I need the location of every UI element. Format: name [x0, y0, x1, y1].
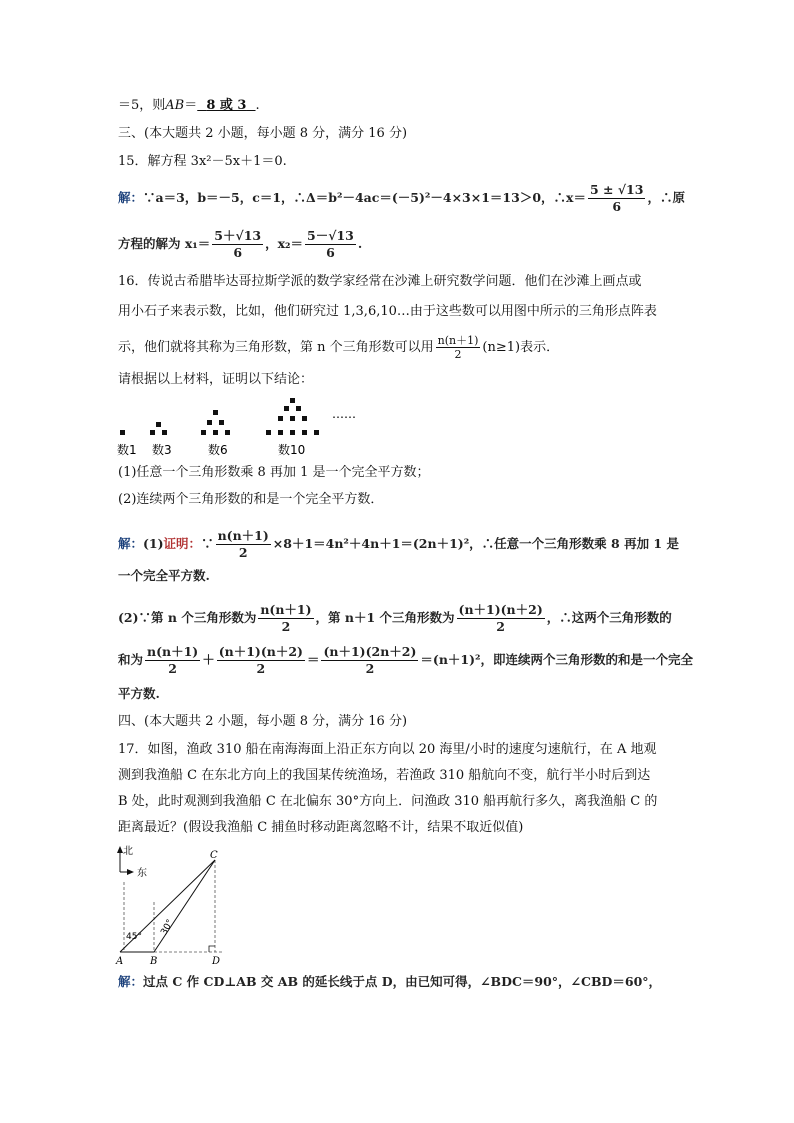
label-angle-45: 45°	[126, 932, 142, 942]
q15-frac1-den: 6	[612, 199, 622, 214]
triangular-dots-figure	[114, 394, 374, 460]
q16-since: ∵	[201, 536, 214, 551]
q16-sum-eq: ＝	[306, 652, 320, 667]
q16-part2-frac1-num: n(n＋1)	[260, 602, 312, 617]
q16-sum-frac3	[321, 644, 418, 677]
q16-line4: 请根据以上材料，证明以下结论：	[118, 372, 314, 387]
q16-item1: (1)任意一个三角形数乘 8 再加 1 是一个完全平方数；	[118, 465, 430, 480]
q15-fraction-1	[588, 182, 646, 215]
q16-sol-line4	[118, 644, 693, 677]
answer-eq: ＝	[184, 98, 198, 113]
q16-formula	[436, 334, 481, 361]
q15-sol2-text: 方程的解为 x₁＝	[118, 236, 211, 251]
q16-sol-frac-num: n(n＋1)	[217, 528, 269, 543]
solution-lead: 解：	[118, 974, 144, 989]
q15-sol1-tail: ，∴原	[647, 190, 685, 205]
q16-part2-c: ，∴这两个三角形数的	[546, 610, 672, 625]
q16-sol-line3	[118, 602, 672, 635]
q16-part2-frac1	[258, 602, 313, 635]
q16-sol-frac-den: 2	[238, 545, 248, 560]
q15-sol2-end: .	[357, 236, 363, 251]
q15-frac2-den: 6	[233, 245, 243, 260]
q16-line3	[118, 334, 559, 361]
ship-diagram	[110, 842, 240, 972]
q16-part2-b: ，第 n＋1 个三角形数为	[315, 610, 455, 625]
answer-ab: AB	[165, 98, 185, 113]
dots-10	[266, 398, 319, 435]
dots-6	[201, 410, 230, 435]
q15-sol2-mid: ，x₂＝	[265, 236, 304, 251]
q16-sum-frac1-num: n(n＋1)	[147, 644, 199, 659]
q16-sol-rest: ×8＋1＝4n²＋4n＋1＝(2n＋1)²，∴任意一个三角形数乘 8 再加 1 是	[272, 536, 679, 551]
label-angle-30: 30°	[159, 918, 176, 937]
q16-sol-part1: (1)	[143, 536, 164, 551]
q16-line3-tail: (n≥1)表示．	[482, 340, 560, 355]
east-arrow-icon	[127, 869, 134, 875]
label-B: B	[150, 956, 158, 967]
q15-fraction-2	[212, 228, 263, 261]
q17-line1: 17．如图，渔政 310 船在南海海面上沿正东方向以 20 海里/小时的速度匀速航行，在 A 地观	[118, 742, 657, 757]
q16-part2-frac2	[457, 602, 545, 635]
proof-label: 证明：	[163, 536, 202, 551]
q17-line3: B 处，此时观测到我渔船 C 在北偏东 30°方向上．问渔政 310 船再航行多久，离我渔船 C 的	[118, 794, 658, 809]
label-east: 东	[137, 868, 147, 879]
q16-sum-frac2	[217, 644, 305, 677]
label-A: A	[116, 956, 124, 967]
q16-part2-frac2-num: (n＋1)(n＋2)	[458, 602, 543, 617]
q17-solution	[118, 972, 661, 992]
q16-sol-line2: 一个完全平方数.	[118, 568, 210, 583]
dots-label-3: 数3	[152, 443, 172, 457]
q16-sol-line1	[118, 528, 679, 561]
dots-ellipsis: ……	[332, 407, 356, 421]
q15-sol1-text: ∵a＝3，b＝－5，c＝1，∴Δ＝b²－4ac＝(－5)²－4×3×1＝13＞0，∴x＝	[143, 190, 586, 205]
answer-line-14	[118, 96, 260, 116]
q16-part2-frac1-den: 2	[281, 619, 291, 634]
q16-sol-frac	[216, 528, 271, 561]
q16-part2-a: (2)∵第 n 个三角形数为	[118, 610, 257, 625]
q16-sum-b: ＝(n＋1)²，即连续两个三角形数的和是一个完全	[420, 652, 694, 667]
q16-formula-num: n(n＋1)	[437, 334, 479, 347]
dots-label-1: 数1	[117, 443, 137, 457]
q16-sum-frac2-num: (n＋1)(n＋2)	[218, 644, 303, 659]
q15-solution-line2	[118, 228, 362, 261]
section-3-header: 三、(本大题共 2 小题，每小题 8 分，满分 16 分)	[118, 126, 408, 141]
dots-label-10: 数10	[278, 443, 306, 457]
q16-item2: (2)连续两个三角形数的和是一个完全平方数．	[118, 492, 384, 507]
q15-frac1-num: 5 ± √13	[589, 182, 644, 197]
answer-blank	[197, 98, 255, 113]
label-D: D	[212, 956, 221, 967]
q16-sol-line5: 平方数.	[118, 686, 160, 701]
q16-part2-frac2-den: 2	[496, 619, 505, 634]
q16-sum-frac1-den: 2	[168, 661, 177, 676]
q15-frac2-num: 5＋√13	[214, 228, 262, 243]
q16-line2: 用小石子来表示数，比如，他们研究过 1,3,6,10…由于这些数可以用图中所示的三角形点阵表	[118, 304, 657, 319]
label-north: 北	[123, 846, 133, 857]
q17-solution-text: 过点 C 作 CD⊥AB 交 AB 的延长线于点 D，由已知可得，∠BDC＝90°，∠CBD＝60°，	[143, 974, 662, 989]
q15-frac3-num: 5－√13	[307, 228, 354, 243]
answer-end: .	[255, 98, 260, 113]
dots-label-6: 数6	[208, 443, 228, 457]
answer-value: 8 或 3	[206, 98, 247, 113]
q16-sum-frac3-den: 2	[365, 661, 375, 676]
q15-frac3-den: 6	[326, 245, 335, 260]
q16-sum-frac3-num: (n＋1)(2n＋2)	[323, 644, 417, 659]
q15-title: 15．解方程 3x²－5x＋1＝0.	[118, 154, 287, 169]
solution-lead: 解：	[118, 190, 144, 205]
q17-line4: 距离最近？(假设我渔船 C 捕鱼时移动距离忽略不计，结果不取近似值)	[118, 820, 524, 835]
solution-lead: 解：	[118, 536, 144, 551]
q15-fraction-3	[305, 228, 356, 261]
q16-line1: 16．传说古希腊毕达哥拉斯学派的数学家经常在沙滩上研究数学问题．他们在沙滩上画点或	[118, 274, 642, 289]
section-4-header: 四、(本大题共 2 小题，每小题 8 分，满分 16 分)	[118, 714, 408, 729]
label-C: C	[210, 850, 218, 861]
q16-formula-den: 2	[454, 348, 462, 361]
q16-line3-text: 示，他们就将其称为三角形数，第 n 个三角形数可以用	[118, 340, 434, 355]
q15-solution-line1	[118, 182, 685, 215]
q16-sum-a: 和为	[118, 652, 144, 667]
q17-line2: 测到我渔船 C 在东北方向上的我国某传统渔场，若渔政 310 船航向不变，航行半小时后到达	[118, 768, 651, 783]
q16-sum-plus: ＋	[202, 652, 215, 667]
answer-prefix: ＝5，则	[118, 98, 166, 113]
q16-sum-frac1	[145, 644, 200, 677]
q16-sum-frac2-den: 2	[256, 661, 266, 676]
dots-3	[150, 422, 167, 435]
dots-1	[120, 430, 125, 435]
